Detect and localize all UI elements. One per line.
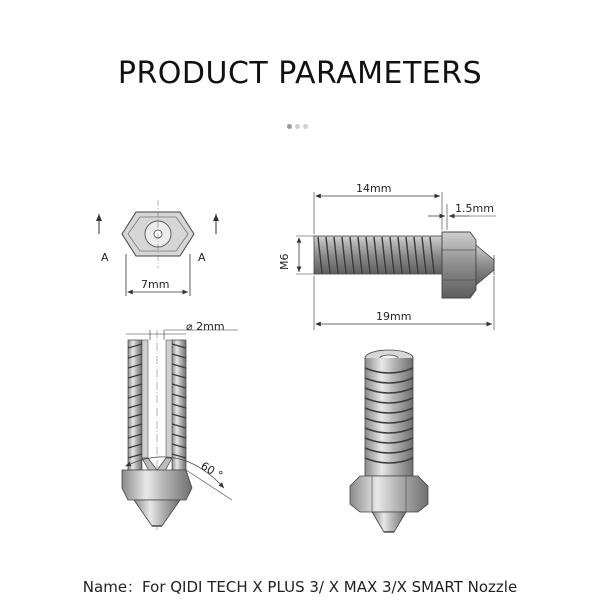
page-title: PRODUCT PARAMETERS [117,56,483,91]
hex-width-label: 7mm [141,278,170,291]
section-label-right: A [198,251,206,264]
product-name-caption: Name：For QIDI TECH X PLUS 3/ X MAX 3/X SMART Nozzle [82,578,518,596]
side-view [278,182,496,330]
thread-size-label: M6 [278,253,291,270]
cone-angle-label: 60 ° [198,459,225,483]
side-hex [442,232,476,298]
total-length-label: 19mm [376,310,412,323]
tip-length-label: 1.5mm [455,202,494,215]
thread-length-label: 14mm [356,182,392,195]
nozzle-3d-render [350,350,428,532]
bore-diameter-label: ⌀ 2mm [186,320,225,333]
top-view [99,200,216,296]
section-view [122,320,238,530]
section-label-left: A [101,251,109,264]
